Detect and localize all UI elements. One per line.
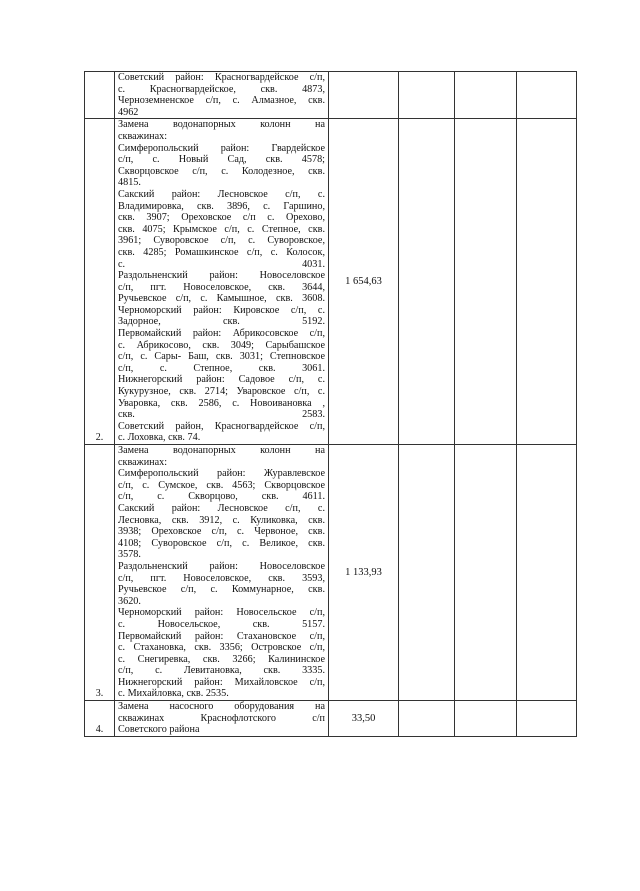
work-description-cell (115, 72, 329, 119)
empty-cell (517, 445, 577, 701)
description-line: 3961; Суворовское с/п, с. Суворовское, (118, 235, 325, 247)
work-description (115, 445, 328, 700)
description-line: Советский район: Красногвардейское с/п, (118, 72, 325, 83)
description-line: с. Стахановка, скв. 3356; Островское с/п, (118, 642, 325, 654)
description-line: скв. 3907; Ореховское с/п с. Орехово, (118, 212, 325, 224)
description-line: Замена насосного оборудования на (118, 701, 325, 713)
cost-value: 1 654,63 (329, 119, 399, 445)
description-line: Первомайский район: Стахановское с/п, (118, 630, 325, 642)
empty-cell (399, 701, 455, 737)
description-line: скважинах: (118, 456, 168, 468)
description-line: с. Красногвардейское, скв. 4873, (118, 83, 325, 95)
empty-cell (517, 119, 577, 445)
description-line: Кукурузное, скв. 2714; Уваровское с/п, с. (118, 386, 325, 398)
description-line: с/п, с. Левитановка, скв. 3335. (118, 665, 325, 677)
description-line: 4108; Суворовское с/п, с. Великое, скв. (118, 537, 325, 549)
description-line: 3620. (118, 595, 141, 607)
cost-value: 33,50 (329, 701, 399, 737)
description-line: с/п, с. Скворцово, скв. 4611. (118, 491, 325, 503)
description-line: Черноземненское с/п, с. Алмазное, скв. (118, 95, 325, 107)
work-description (115, 119, 328, 444)
description-line: Нижнегорский район: Михайловское с/п, (118, 676, 325, 688)
cost-value (329, 72, 399, 119)
description-line: Замена водонапорных колонн на (118, 445, 325, 456)
description-line: скважинах: (118, 130, 168, 142)
description-line: с/п, с. Степное, скв. 3061. (118, 362, 325, 374)
cost-value: 1 133,93 (329, 445, 399, 701)
description-line: с/п, пгт. Новоселовское, скв. 3644, (118, 281, 325, 293)
row-number: 3. (85, 445, 115, 701)
description-line: с/п, с. Сумское, скв. 4563; Скворцовское (118, 479, 325, 491)
description-line: Симферопольский район: Гвардейское (118, 142, 325, 154)
description-line: Черноморский район: Кировское с/п, с. (118, 304, 325, 316)
table-row (85, 72, 577, 119)
description-line: скв. 4285; Ромашкинское с/п, с. Колосок, (118, 246, 325, 258)
description-line: скв. 2583. (118, 409, 325, 421)
table-row (85, 119, 577, 445)
description-line: Нижнегорский район: Садовое с/п, с. (118, 374, 325, 386)
work-description (115, 72, 328, 118)
description-line: с. 4031. (118, 258, 325, 270)
work-description-cell (115, 119, 329, 445)
description-line: 3938; Ореховское с/п, с. Червоное, скв. (118, 526, 325, 538)
description-line: скважинах Краснофлотского с/п (118, 712, 325, 724)
work-description (115, 701, 328, 736)
row-number (85, 72, 115, 119)
description-line: Раздольненский район: Новоселовское (118, 560, 325, 572)
description-line: Советского района (118, 724, 200, 736)
description-line: с. Михайловка, скв. 2535. (118, 688, 229, 700)
description-line: с/п, с. Новый Сад, скв. 4578; (118, 154, 325, 166)
description-line: Сакский район: Лесновское с/п, с. (118, 188, 325, 200)
work-description-cell (115, 445, 329, 701)
description-line: с. Снегиревка, скв. 3266; Калининское (118, 653, 325, 665)
empty-cell (517, 701, 577, 737)
description-line: Задорное, скв. 5192. (118, 316, 325, 328)
empty-cell (455, 445, 517, 701)
empty-cell (399, 72, 455, 119)
description-line: Симферопольский район: Журавлевское (118, 468, 325, 480)
works-table (84, 71, 577, 737)
empty-cell (399, 119, 455, 445)
description-line: Первомайский район: Абрикосовское с/п, (118, 328, 325, 340)
description-line: Ручьевское с/п, с. Коммунарное, скв. (118, 584, 325, 596)
description-line: с. Лоховка, скв. 74. (118, 432, 201, 444)
description-line: 4962 (118, 106, 139, 118)
description-line: Черноморский район: Новосельское с/п, (118, 607, 325, 619)
description-line: с/п, пгт. Новоселовское, скв. 3593, (118, 572, 325, 584)
empty-cell (517, 72, 577, 119)
description-line: 4815. (118, 177, 141, 189)
description-line: Раздольненский район: Новоселовское (118, 270, 325, 282)
table-row (85, 701, 577, 737)
description-line: скв. 4075; Крымское с/п, с. Степное, скв. (118, 223, 325, 235)
empty-cell (455, 72, 517, 119)
description-line: с. Абрикосово, скв. 3049; Сарыбашское (118, 339, 325, 351)
work-description-cell (115, 701, 329, 737)
empty-cell (455, 119, 517, 445)
row-number: 2. (85, 119, 115, 445)
table-row (85, 445, 577, 701)
description-line: Лесновка, скв. 3912, с. Куликовка, скв. (118, 514, 325, 526)
description-line: Скворцовское с/п, с. Колодезное, скв. (118, 165, 325, 177)
description-line: Владимировка, скв. 3896, с. Гаршино, (118, 200, 325, 212)
description-line: Ручьевское с/п, с. Камышное, скв. 3608. (118, 293, 325, 305)
description-line: Замена водонапорных колонн на (118, 119, 325, 131)
description-line: Уваровка, скв. 2586, с. Новоивановка , (118, 397, 325, 409)
description-line: 3578. (118, 549, 141, 561)
empty-cell (455, 701, 517, 737)
description-line: Сакский район: Лесновское с/п, с. (118, 502, 325, 514)
description-line: с/п, с. Сары- Баш, скв. 3031; Степновское (118, 351, 325, 363)
row-number: 4. (85, 701, 115, 737)
description-line: с. Новосельское, скв. 5157. (118, 618, 325, 630)
empty-cell (399, 445, 455, 701)
description-line: Советский район, Красногвардейское с/п, (118, 420, 325, 432)
